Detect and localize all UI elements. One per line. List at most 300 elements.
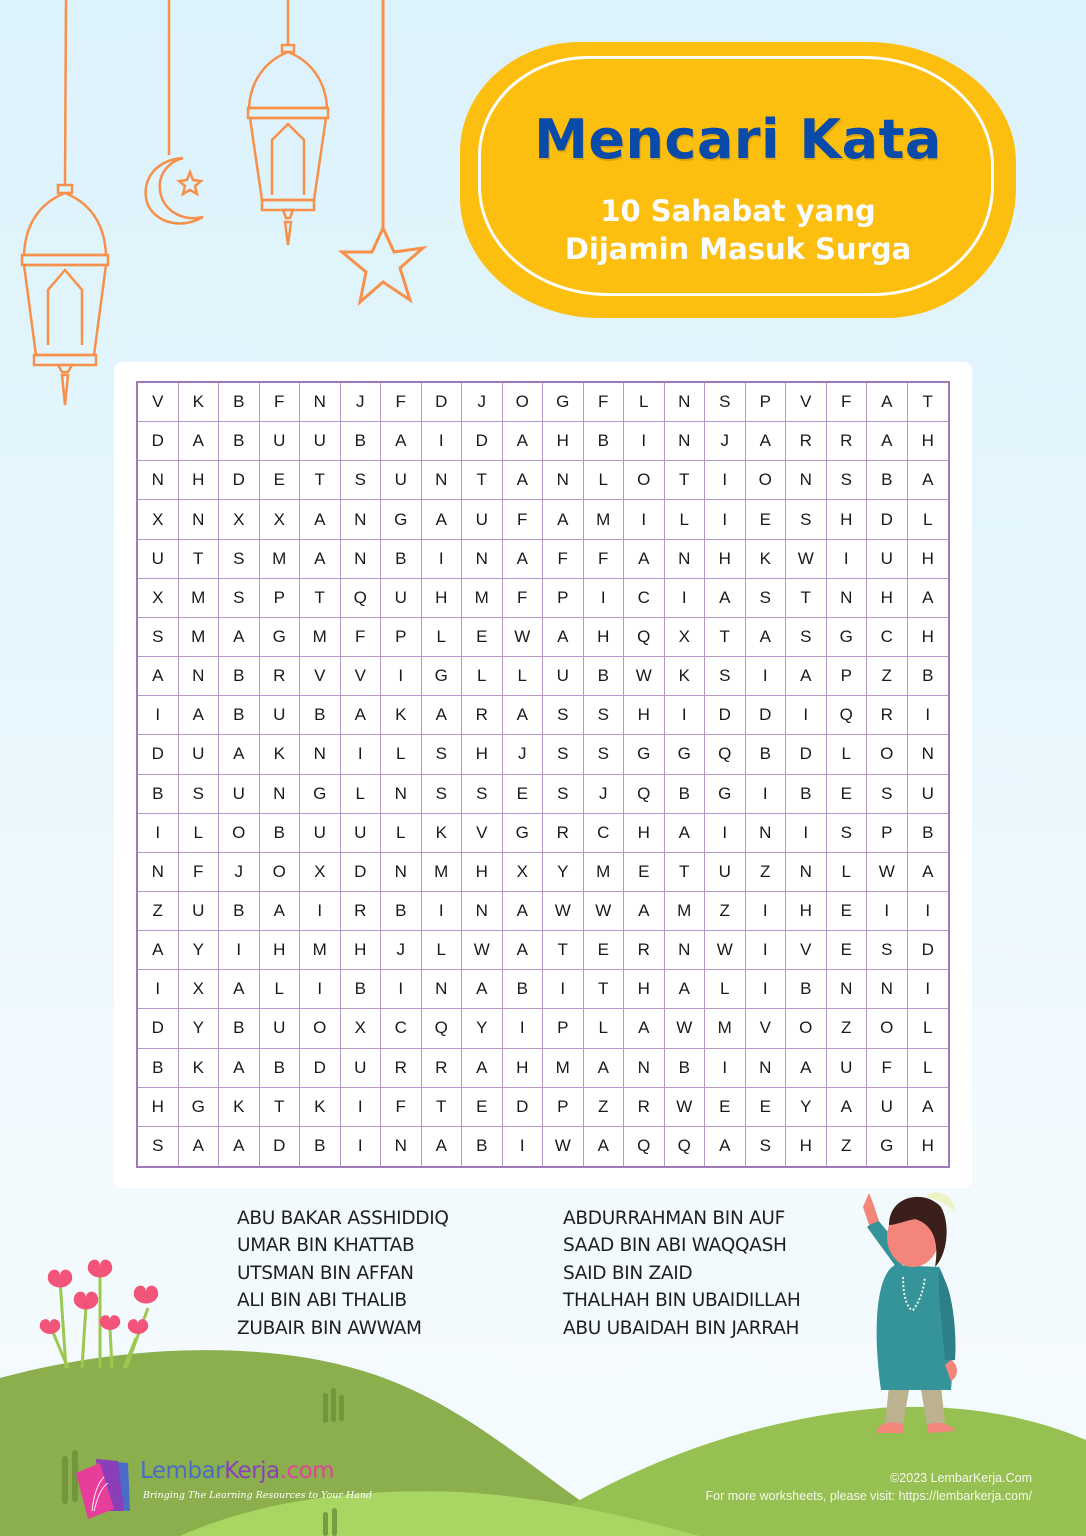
grid-cell[interactable]: M <box>543 1049 584 1088</box>
grid-cell[interactable]: N <box>543 461 584 500</box>
grid-cell[interactable]: Z <box>138 892 179 931</box>
grid-cell[interactable]: A <box>179 696 220 735</box>
grid-cell[interactable]: I <box>422 540 463 579</box>
grid-cell[interactable]: I <box>138 970 179 1009</box>
grid-cell[interactable]: L <box>908 1009 949 1048</box>
grid-cell[interactable]: K <box>665 657 706 696</box>
grid-cell[interactable]: D <box>260 1127 301 1166</box>
grid-cell[interactable]: F <box>381 1088 422 1127</box>
grid-cell[interactable]: W <box>462 931 503 970</box>
grid-cell[interactable]: L <box>422 618 463 657</box>
grid-cell[interactable]: L <box>503 657 544 696</box>
grid-cell[interactable]: O <box>746 461 787 500</box>
grid-cell[interactable]: T <box>786 579 827 618</box>
grid-cell[interactable]: E <box>705 1088 746 1127</box>
grid-cell[interactable]: S <box>584 735 625 774</box>
grid-cell[interactable]: B <box>219 383 260 422</box>
grid-cell[interactable]: D <box>300 1049 341 1088</box>
grid-cell[interactable]: B <box>138 775 179 814</box>
grid-cell[interactable]: V <box>462 814 503 853</box>
grid-cell[interactable]: N <box>665 931 706 970</box>
grid-cell[interactable]: F <box>584 540 625 579</box>
grid-cell[interactable]: I <box>705 1049 746 1088</box>
grid-cell[interactable]: W <box>705 931 746 970</box>
grid-cell[interactable]: T <box>543 931 584 970</box>
grid-cell[interactable]: I <box>584 579 625 618</box>
grid-cell[interactable]: A <box>503 696 544 735</box>
grid-cell[interactable]: G <box>827 618 868 657</box>
grid-cell[interactable]: B <box>908 814 949 853</box>
grid-cell[interactable]: M <box>422 853 463 892</box>
grid-cell[interactable]: B <box>665 1049 706 1088</box>
grid-cell[interactable]: D <box>219 461 260 500</box>
grid-cell[interactable]: I <box>665 579 706 618</box>
grid-cell[interactable]: T <box>665 853 706 892</box>
grid-cell[interactable]: D <box>138 735 179 774</box>
grid-cell[interactable]: L <box>705 970 746 1009</box>
grid-cell[interactable]: U <box>867 1088 908 1127</box>
grid-cell[interactable]: H <box>422 579 463 618</box>
grid-cell[interactable]: A <box>300 500 341 539</box>
grid-cell[interactable]: N <box>746 814 787 853</box>
grid-cell[interactable]: D <box>422 383 463 422</box>
grid-cell[interactable]: E <box>462 618 503 657</box>
grid-cell[interactable]: A <box>746 422 787 461</box>
grid-cell[interactable]: Q <box>624 1127 665 1166</box>
grid-cell[interactable]: U <box>219 775 260 814</box>
grid-cell[interactable]: B <box>908 657 949 696</box>
grid-cell[interactable]: B <box>219 892 260 931</box>
grid-cell[interactable]: B <box>786 970 827 1009</box>
grid-cell[interactable]: A <box>381 422 422 461</box>
grid-cell[interactable]: A <box>867 383 908 422</box>
grid-cell[interactable]: U <box>462 500 503 539</box>
grid-cell[interactable]: A <box>462 970 503 1009</box>
grid-cell[interactable]: I <box>908 892 949 931</box>
grid-cell[interactable]: A <box>543 500 584 539</box>
grid-cell[interactable]: R <box>827 422 868 461</box>
grid-cell[interactable]: D <box>786 735 827 774</box>
grid-cell[interactable]: D <box>341 853 382 892</box>
grid-cell[interactable]: B <box>584 422 625 461</box>
grid-cell[interactable]: L <box>908 500 949 539</box>
grid-cell[interactable]: K <box>219 1088 260 1127</box>
grid-cell[interactable]: E <box>827 931 868 970</box>
grid-cell[interactable]: U <box>260 422 301 461</box>
grid-cell[interactable]: A <box>341 696 382 735</box>
grid-cell[interactable]: K <box>381 696 422 735</box>
grid-cell[interactable]: A <box>503 931 544 970</box>
grid-cell[interactable]: G <box>665 735 706 774</box>
grid-cell[interactable]: R <box>543 814 584 853</box>
grid-cell[interactable]: U <box>300 814 341 853</box>
grid-cell[interactable]: U <box>260 1009 301 1048</box>
grid-cell[interactable]: M <box>300 618 341 657</box>
grid-cell[interactable]: P <box>827 657 868 696</box>
grid-cell[interactable]: S <box>422 775 463 814</box>
grid-cell[interactable]: M <box>260 540 301 579</box>
grid-cell[interactable]: A <box>746 618 787 657</box>
grid-cell[interactable]: V <box>746 1009 787 1048</box>
grid-cell[interactable]: P <box>381 618 422 657</box>
grid-cell[interactable]: I <box>705 814 746 853</box>
grid-cell[interactable]: F <box>827 383 868 422</box>
grid-cell[interactable]: Q <box>341 579 382 618</box>
grid-cell[interactable]: Y <box>179 1009 220 1048</box>
grid-cell[interactable]: N <box>422 461 463 500</box>
grid-cell[interactable]: S <box>786 500 827 539</box>
grid-cell[interactable]: N <box>138 461 179 500</box>
grid-cell[interactable]: B <box>665 775 706 814</box>
grid-cell[interactable]: T <box>260 1088 301 1127</box>
grid-cell[interactable]: A <box>908 579 949 618</box>
grid-cell[interactable]: O <box>624 461 665 500</box>
grid-cell[interactable]: F <box>179 853 220 892</box>
grid-cell[interactable]: L <box>827 735 868 774</box>
grid-cell[interactable]: H <box>908 618 949 657</box>
grid-cell[interactable]: G <box>543 383 584 422</box>
grid-cell[interactable]: N <box>381 775 422 814</box>
grid-cell[interactable]: F <box>503 500 544 539</box>
grid-cell[interactable]: G <box>705 775 746 814</box>
grid-cell[interactable]: I <box>138 696 179 735</box>
grid-cell[interactable]: Q <box>827 696 868 735</box>
grid-cell[interactable]: D <box>503 1088 544 1127</box>
grid-cell[interactable]: J <box>584 775 625 814</box>
grid-cell[interactable]: U <box>341 1049 382 1088</box>
grid-cell[interactable]: C <box>624 579 665 618</box>
grid-cell[interactable]: I <box>341 1127 382 1166</box>
grid-cell[interactable]: T <box>300 579 341 618</box>
grid-cell[interactable]: E <box>746 500 787 539</box>
grid-cell[interactable]: P <box>543 579 584 618</box>
grid-cell[interactable]: F <box>543 540 584 579</box>
grid-cell[interactable]: N <box>300 383 341 422</box>
grid-cell[interactable]: N <box>179 500 220 539</box>
grid-cell[interactable]: X <box>260 500 301 539</box>
grid-cell[interactable]: E <box>827 892 868 931</box>
grid-cell[interactable]: W <box>624 657 665 696</box>
grid-cell[interactable]: N <box>300 735 341 774</box>
grid-cell[interactable]: E <box>503 775 544 814</box>
grid-cell[interactable]: G <box>300 775 341 814</box>
grid-cell[interactable]: T <box>179 540 220 579</box>
grid-cell[interactable]: N <box>665 540 706 579</box>
grid-cell[interactable]: S <box>422 735 463 774</box>
grid-cell[interactable]: L <box>665 500 706 539</box>
grid-cell[interactable]: S <box>179 775 220 814</box>
grid-cell[interactable]: A <box>422 500 463 539</box>
grid-cell[interactable]: N <box>867 970 908 1009</box>
grid-cell[interactable]: G <box>867 1127 908 1166</box>
grid-cell[interactable]: N <box>827 579 868 618</box>
grid-cell[interactable]: O <box>786 1009 827 1048</box>
grid-cell[interactable]: Z <box>827 1127 868 1166</box>
grid-cell[interactable]: F <box>867 1049 908 1088</box>
grid-cell[interactable]: W <box>543 892 584 931</box>
grid-cell[interactable]: X <box>300 853 341 892</box>
grid-cell[interactable]: S <box>867 931 908 970</box>
grid-cell[interactable]: B <box>300 696 341 735</box>
grid-cell[interactable]: A <box>219 1049 260 1088</box>
grid-cell[interactable]: B <box>584 657 625 696</box>
grid-cell[interactable]: W <box>786 540 827 579</box>
grid-cell[interactable]: U <box>381 579 422 618</box>
grid-cell[interactable]: B <box>381 540 422 579</box>
grid-cell[interactable]: H <box>921 1136 934 1156</box>
grid-cell[interactable]: K <box>746 540 787 579</box>
grid-cell[interactable]: N <box>665 383 706 422</box>
grid-cell[interactable]: I <box>705 500 746 539</box>
grid-cell[interactable]: S <box>705 657 746 696</box>
grid-cell[interactable]: L <box>462 657 503 696</box>
grid-cell[interactable]: B <box>867 461 908 500</box>
grid-cell[interactable]: A <box>422 1127 463 1166</box>
grid-cell[interactable]: T <box>665 461 706 500</box>
grid-cell[interactable]: O <box>503 383 544 422</box>
grid-cell[interactable]: N <box>341 540 382 579</box>
grid-cell[interactable]: I <box>341 1088 382 1127</box>
grid-cell[interactable]: B <box>219 422 260 461</box>
grid-cell[interactable]: B <box>138 1049 179 1088</box>
grid-cell[interactable]: I <box>665 696 706 735</box>
grid-cell[interactable]: H <box>908 540 949 579</box>
grid-cell[interactable]: J <box>381 931 422 970</box>
grid-cell[interactable]: D <box>746 696 787 735</box>
grid-cell[interactable]: A <box>665 814 706 853</box>
grid-cell[interactable]: C <box>867 618 908 657</box>
grid-cell[interactable]: I <box>786 696 827 735</box>
grid-cell[interactable]: I <box>746 892 787 931</box>
grid-cell[interactable]: R <box>786 422 827 461</box>
grid-cell[interactable]: P <box>260 579 301 618</box>
grid-cell[interactable]: A <box>462 1049 503 1088</box>
grid-cell[interactable]: N <box>786 853 827 892</box>
grid-cell[interactable]: H <box>786 1127 827 1166</box>
grid-cell[interactable]: G <box>503 814 544 853</box>
grid-cell[interactable]: A <box>786 657 827 696</box>
grid-cell[interactable]: B <box>300 1127 341 1166</box>
grid-cell[interactable]: L <box>584 1009 625 1048</box>
grid-cell[interactable]: F <box>341 618 382 657</box>
grid-cell[interactable]: W <box>665 1009 706 1048</box>
grid-cell[interactable]: D <box>462 422 503 461</box>
grid-cell[interactable]: G <box>624 735 665 774</box>
grid-cell[interactable]: I <box>219 931 260 970</box>
grid-cell[interactable]: A <box>827 1088 868 1127</box>
grid-cell[interactable]: B <box>219 657 260 696</box>
grid-cell[interactable]: A <box>867 422 908 461</box>
grid-cell[interactable]: N <box>827 970 868 1009</box>
grid-cell[interactable]: I <box>908 970 949 1009</box>
grid-cell[interactable]: I <box>422 422 463 461</box>
grid-cell[interactable]: B <box>746 735 787 774</box>
grid-cell[interactable]: G <box>179 1088 220 1127</box>
grid-cell[interactable]: A <box>138 657 179 696</box>
grid-cell[interactable]: U <box>381 461 422 500</box>
grid-cell[interactable]: W <box>503 618 544 657</box>
grid-cell[interactable]: S <box>341 461 382 500</box>
grid-cell[interactable]: V <box>786 931 827 970</box>
grid-cell[interactable]: V <box>341 657 382 696</box>
grid-cell[interactable]: N <box>746 1049 787 1088</box>
grid-cell[interactable]: B <box>503 970 544 1009</box>
grid-cell[interactable]: J <box>219 853 260 892</box>
grid-cell[interactable]: D <box>138 1009 179 1048</box>
grid-cell[interactable]: S <box>746 579 787 618</box>
grid-cell[interactable]: H <box>462 735 503 774</box>
grid-cell[interactable]: Z <box>827 1009 868 1048</box>
grid-cell[interactable]: J <box>462 383 503 422</box>
grid-cell[interactable]: U <box>543 657 584 696</box>
grid-cell[interactable]: W <box>665 1088 706 1127</box>
grid-cell[interactable]: P <box>746 383 787 422</box>
grid-cell[interactable]: B <box>381 892 422 931</box>
grid-cell[interactable]: M <box>665 892 706 931</box>
grid-cell[interactable]: G <box>422 657 463 696</box>
grid-cell[interactable]: K <box>422 814 463 853</box>
grid-cell[interactable]: B <box>219 696 260 735</box>
grid-cell[interactable]: E <box>462 1088 503 1127</box>
grid-cell[interactable]: A <box>219 1127 260 1166</box>
grid-cell[interactable]: A <box>503 892 544 931</box>
grid-cell[interactable]: A <box>138 931 179 970</box>
grid-cell[interactable]: A <box>705 579 746 618</box>
grid-cell[interactable]: S <box>705 383 746 422</box>
grid-cell[interactable]: D <box>908 931 949 970</box>
grid-cell[interactable]: I <box>341 735 382 774</box>
grid-cell[interactable]: R <box>624 931 665 970</box>
grid-cell[interactable]: J <box>705 422 746 461</box>
grid-cell[interactable]: E <box>584 931 625 970</box>
grid-cell[interactable]: N <box>179 657 220 696</box>
grid-cell[interactable]: N <box>462 540 503 579</box>
grid-cell[interactable]: B <box>260 1049 301 1088</box>
grid-cell[interactable]: L <box>260 970 301 1009</box>
grid-cell[interactable]: N <box>665 422 706 461</box>
grid-cell[interactable]: I <box>827 540 868 579</box>
grid-cell[interactable]: U <box>260 696 301 735</box>
grid-cell[interactable]: A <box>503 461 544 500</box>
grid-cell[interactable]: L <box>624 383 665 422</box>
grid-cell[interactable]: H <box>179 461 220 500</box>
grid-cell[interactable]: H <box>341 931 382 970</box>
word-search-grid[interactable] <box>136 381 950 1168</box>
grid-cell[interactable]: N <box>908 735 949 774</box>
grid-cell[interactable]: U <box>908 775 949 814</box>
grid-cell[interactable]: Y <box>179 931 220 970</box>
grid-cell[interactable]: M <box>705 1009 746 1048</box>
grid-cell[interactable]: Y <box>462 1009 503 1048</box>
grid-cell[interactable]: O <box>867 1009 908 1048</box>
grid-cell[interactable]: M <box>300 931 341 970</box>
grid-cell[interactable]: I <box>746 970 787 1009</box>
grid-cell[interactable]: A <box>908 461 949 500</box>
grid-cell[interactable]: U <box>867 540 908 579</box>
grid-cell[interactable]: R <box>867 696 908 735</box>
grid-cell[interactable]: C <box>381 1009 422 1048</box>
grid-cell[interactable]: W <box>584 892 625 931</box>
grid-cell[interactable]: M <box>179 579 220 618</box>
grid-cell[interactable]: B <box>462 1127 503 1166</box>
grid-cell[interactable]: D <box>705 696 746 735</box>
grid-cell[interactable]: Q <box>705 735 746 774</box>
grid-cell[interactable]: N <box>624 1049 665 1088</box>
grid-cell[interactable]: S <box>584 696 625 735</box>
grid-cell[interactable]: U <box>179 735 220 774</box>
grid-cell[interactable]: A <box>219 735 260 774</box>
grid-cell[interactable]: S <box>138 618 179 657</box>
grid-cell[interactable]: X <box>138 500 179 539</box>
grid-cell[interactable]: S <box>543 775 584 814</box>
grid-cell[interactable]: R <box>341 892 382 931</box>
grid-cell[interactable]: S <box>827 814 868 853</box>
grid-cell[interactable]: T <box>584 970 625 1009</box>
grid-cell[interactable]: H <box>503 1049 544 1088</box>
grid-cell[interactable]: G <box>381 500 422 539</box>
grid-cell[interactable]: X <box>665 618 706 657</box>
grid-cell[interactable]: L <box>827 853 868 892</box>
grid-cell[interactable]: H <box>462 853 503 892</box>
grid-cell[interactable]: I <box>300 970 341 1009</box>
grid-cell[interactable]: U <box>300 422 341 461</box>
grid-cell[interactable]: B <box>219 1009 260 1048</box>
grid-cell[interactable]: I <box>381 657 422 696</box>
grid-cell[interactable]: V <box>300 657 341 696</box>
grid-cell[interactable]: L <box>422 931 463 970</box>
grid-cell[interactable]: I <box>422 892 463 931</box>
grid-cell[interactable]: N <box>786 461 827 500</box>
grid-cell[interactable]: N <box>381 853 422 892</box>
grid-cell[interactable]: B <box>786 775 827 814</box>
grid-cell[interactable]: M <box>584 853 625 892</box>
visit-link[interactable]: For more worksheets, please visit: https://lembarkerja.com/ <box>705 1489 1032 1503</box>
grid-cell[interactable]: S <box>827 461 868 500</box>
grid-cell[interactable]: X <box>138 579 179 618</box>
grid-cell[interactable]: N <box>138 853 179 892</box>
grid-cell[interactable]: X <box>179 970 220 1009</box>
grid-cell[interactable]: B <box>341 422 382 461</box>
grid-cell[interactable]: I <box>746 775 787 814</box>
grid-cell[interactable]: Z <box>705 892 746 931</box>
grid-cell[interactable]: O <box>867 735 908 774</box>
grid-cell[interactable]: M <box>584 500 625 539</box>
grid-cell[interactable]: H <box>786 892 827 931</box>
grid-cell[interactable]: M <box>179 618 220 657</box>
grid-cell[interactable]: I <box>746 657 787 696</box>
grid-cell[interactable]: T <box>908 383 949 422</box>
grid-cell[interactable]: I <box>746 931 787 970</box>
grid-cell[interactable]: P <box>867 814 908 853</box>
grid-cell[interactable]: A <box>543 618 584 657</box>
logo-wordmark[interactable] <box>140 1458 334 1484</box>
grid-cell[interactable]: H <box>908 422 949 461</box>
grid-cell[interactable]: V <box>138 383 179 422</box>
grid-cell[interactable]: A <box>705 1127 746 1166</box>
grid-cell[interactable]: Y <box>543 853 584 892</box>
grid-cell[interactable]: J <box>341 383 382 422</box>
grid-cell[interactable]: G <box>260 618 301 657</box>
grid-cell[interactable]: S <box>543 735 584 774</box>
grid-cell[interactable]: A <box>584 1049 625 1088</box>
grid-cell[interactable]: H <box>705 540 746 579</box>
grid-cell[interactable]: Y <box>786 1088 827 1127</box>
grid-cell[interactable]: L <box>381 735 422 774</box>
grid-cell[interactable]: P <box>543 1009 584 1048</box>
grid-cell[interactable]: B <box>341 970 382 1009</box>
grid-cell[interactable]: I <box>503 1127 544 1166</box>
grid-cell[interactable]: S <box>867 775 908 814</box>
